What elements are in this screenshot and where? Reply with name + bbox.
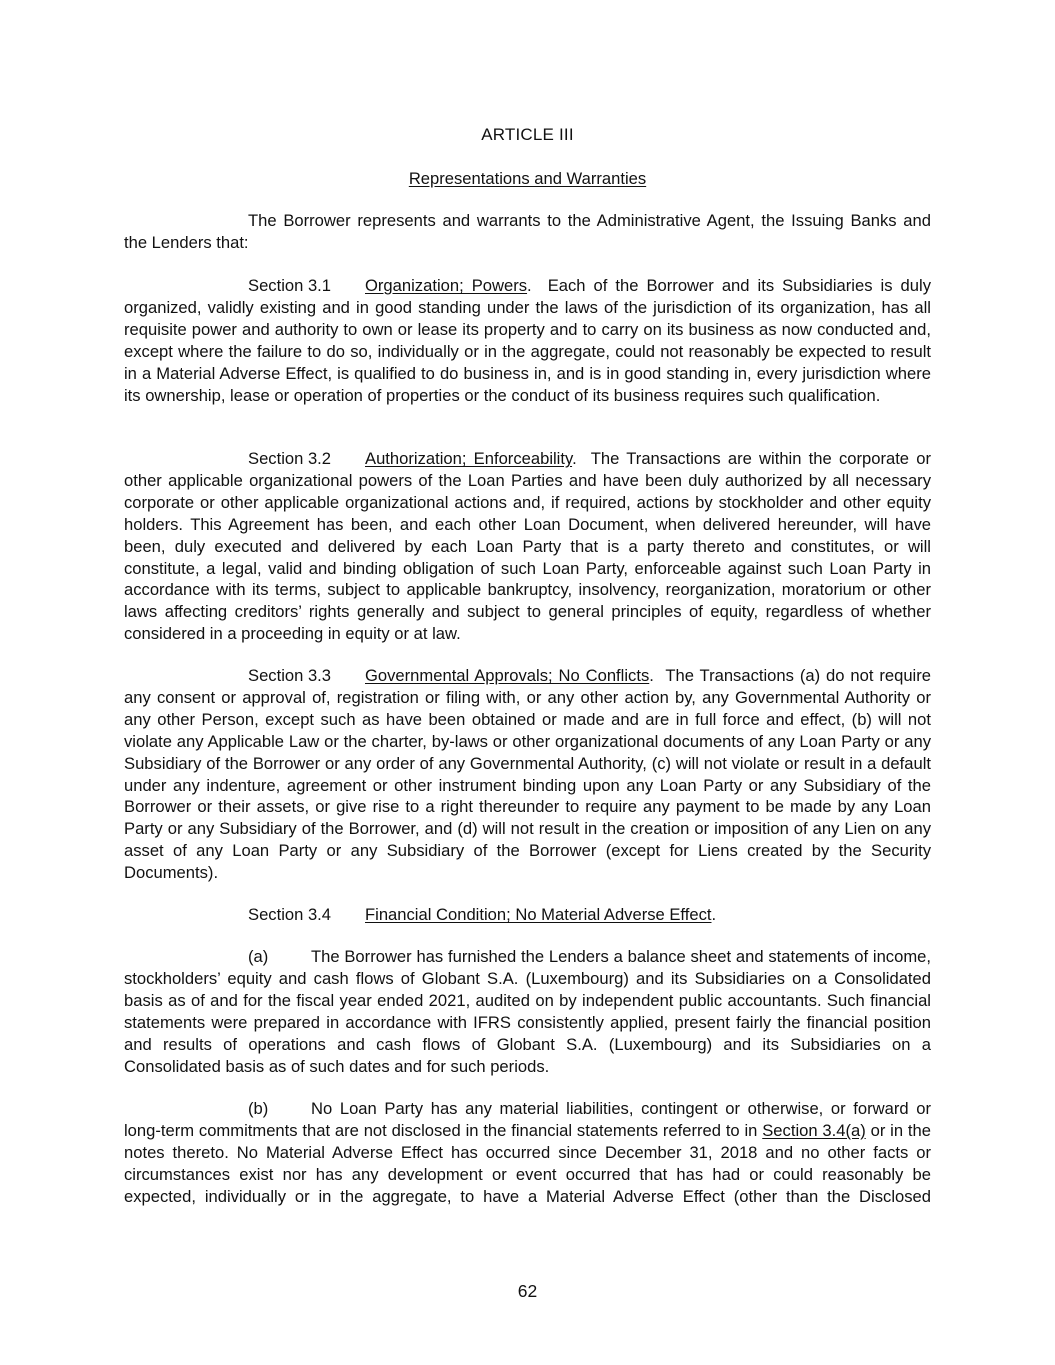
subsection-letter: (a) <box>248 947 269 966</box>
cross-reference-link: Section 3.4(a) <box>762 1120 866 1140</box>
section-number: Section 3.4 <box>248 905 332 924</box>
section-number: Section 3.3 <box>248 666 332 685</box>
section-title: Authorization; Enforceability <box>365 449 573 468</box>
section-body: The Transactions (a) do not require any consent or approval of, registration or filing with, or any other action by, any Governmental Authority or any other Person, except such as have been obtained or made and are in full force and effect, (b) will not violate any Applicable Law or the charter, by-laws or other organizational documents of any Loan Party or any Subsidiary of the Borrower or any order of any Governmental Authority, (c) will not violate or result in a default under any indenture, agreement or other instrument binding upon any Loan Party or any Subsidiary of the Borrower or their assets, or give rise to a right thereunder to require any payment to be made by any Loan Party or any Subsidiary of the Borrower, and (d) will not result in the creation or imposition of any Lien on any asset of any Loan Party or any Subsidiary of the Borrower (except for Liens created by the Security Documents). <box>124 666 931 883</box>
section-3-2-paragraph: Section 3.2 Authorization; Enforceability. The Transactions are within the corporate or other applicable organizational powers of the Loan Parties and have been duly authorized by all necessary corporate or other applicable organizational actions and, if required, actions by stockholder and other equity holders. This Agreement has been, and each other Loan Document, when delivered hereunder, will have been, duly executed and delivered by each Loan Party that is a party thereto and constitutes, or will constitute, a legal, valid and binding obligation of such Loan Party, enforceable against such Loan Party in accordance with its terms, subject to applicable bankruptcy, insolvency, reorganization, moratorium or other laws affecting creditors’ rights generally and subject to general principles of equity, regardless of whether considered in a proceeding in equity or at law. <box>124 449 931 644</box>
section-number: Section 3.2 <box>248 449 332 468</box>
section-body: The Transactions are within the corporate or other applicable organizational powers of the Loan Parties and have been duly authorized by all necessary corporate or other applicable organizational actions and, if required, actions by stockholder and other equity holders. This Agreement has been, and each other Loan Document, when delivered hereunder, will have been, duly executed and delivered by each Loan Party that is a party thereto and constitutes, or will constitute, a legal, valid and binding obligation of such Loan Party, enforceable against such Loan Party in accordance with its terms, subject to applicable bankruptcy, insolvency, reorganization, moratorium or other laws affecting creditors’ rights generally and subject to general principles of equity, regardless of whether considered in a proceeding in equity or at law. <box>124 449 931 644</box>
subsection-a-paragraph <box>124 946 931 1077</box>
section-3-1-paragraph: Section 3.1 Organization; Powers. Each of the Borrower and its Subsidiaries is duly organized, validly existing and in good standing under the laws of the jurisdiction of its organization, has all requisite power and authority to own or lease its property and to carry on its business as now conducted and, except where the failure to do so, individually or in the aggregate, could not reasonably be expected to result in a Material Adverse Effect, is qualified to do business in, and is in good standing in, every jurisdiction where its ownership, lease or operation of properties or the conduct of its business requires such qualification. <box>124 276 931 405</box>
article-subheading-text: Representations and Warranties <box>408 169 647 188</box>
section-3-4-heading: Section 3.4 Financial Condition; No Material Adverse Effect. <box>248 905 717 924</box>
section-number: Section 3.1 <box>248 276 332 295</box>
subsection-body-before-ref: No Loan Party has any material liabilities, contingent or otherwise, or forward or long-term commitments that are not disclosed in the financial statements referred to in <box>124 1099 931 1140</box>
section-title: Financial Condition; No Material Adverse Effect <box>365 905 712 924</box>
page-number: 62 <box>517 1281 538 1301</box>
section-3-3-paragraph: Section 3.3 Governmental Approvals; No Conflicts. The Transactions (a) do not require any consent or approval of, registration or filing with, or any other action by, any Governmental Authority or any other Person, except such as have been obtained or made and are in full force and effect, (b) will not violate any Applicable Law or the charter, by-laws or other organizational documents of any Loan Party or any Subsidiary of the Borrower or any order of any Governmental Authority, (c) will not violate or result in a default under any indenture, agreement or other instrument binding upon any Loan Party or any Subsidiary of the Borrower or their assets, or give rise to a right thereunder to require any payment to be made by any Loan Party or any Subsidiary of the Borrower, and (d) will not result in the creation or imposition of any Lien on any asset of any Loan Party or any Subsidiary of the Borrower (except for Liens created by the Security Documents). <box>124 666 931 883</box>
article-heading: ARTICLE III <box>481 125 574 144</box>
article-subheading <box>124 168 931 190</box>
subsection-b-paragraph <box>124 1098 931 1208</box>
intro-paragraph <box>124 210 931 254</box>
subsection-letter: (b) <box>248 1099 269 1118</box>
section-title: Governmental Approvals; No Conflicts <box>365 666 650 685</box>
section-body: Each of the Borrower and its Subsidiaries is duly organized, validly existing and in good standing under the laws of the jurisdiction of its organization, has all requisite power and authority to own or lease its property and to carry on its business as now conducted and, except where the failure to do so, individually or in the aggregate, could not reasonably be expected to result in a Material Adverse Effect, is qualified to do business in, and is in good standing in, every jurisdiction where its ownership, lease or operation of properties or the conduct of its business requires such qualification. <box>124 276 931 405</box>
section-title: Organization; Powers <box>365 276 528 295</box>
intro-text: The Borrower represents and warrants to the Administrative Agent, the Issuing Banks and the Lenders that: <box>124 211 931 252</box>
subsection-body: The Borrower has furnished the Lenders a balance sheet and statements of income, stockholders’ equity and cash flows of Globant S.A. (Luxembourg) and its Subsidiaries on a Consolidated basis as of and for the fiscal year ended 2021, audited on by independent public accountants. Such financial statements were prepared in accordance with IFRS consistently applied, present fairly the financial position and results of operations and cash flows of Globant S.A. (Luxembourg) and its Subsidiaries on a Consolidated basis as of such dates and for such periods. <box>124 947 931 1076</box>
subsection-body-after-ref: or in the notes thereto. No Material Adverse Effect has occurred since December 31, 2018 and no other facts or circumstances exist nor has any development or event occurred that has had or could reasonably be expected, individually or in the aggregate, to have a Material Adverse Effect (other than the Disclosed <box>124 1120 931 1206</box>
